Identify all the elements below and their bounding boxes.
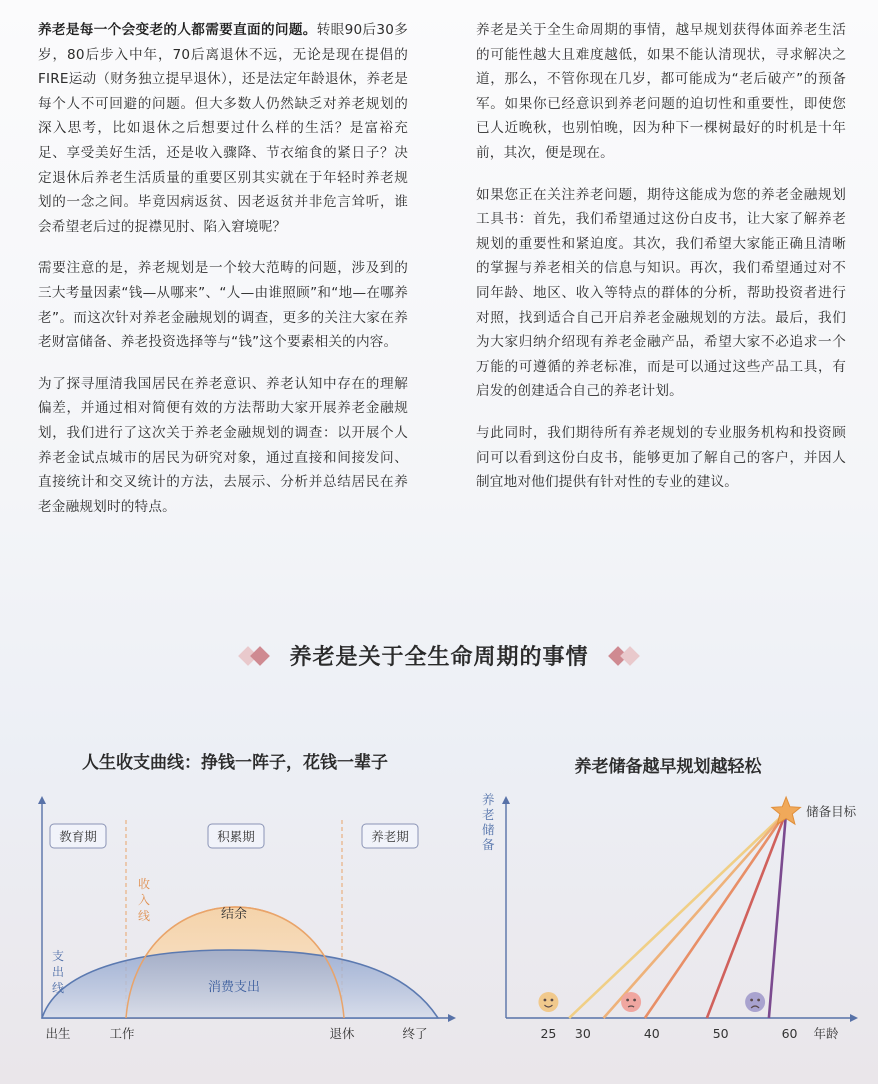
planning-line-50 bbox=[707, 812, 786, 1018]
left-paragraph-3: 为了探寻厘清我国居民在养老意识、养老认知中存在的理解偏差，并通过相对简便有效的方法帮助大家开展养老金融规划，我们进行了这次关于养老金融规划的调查：以开展个人养老金试点城市的居民为研究对象，通过直接和间接发问、直接统计和交叉统计的方法，去展示、分析并总结居民在养老金融规划时的特点。 bbox=[38, 375, 408, 515]
x-tick-30: 30 bbox=[574, 1026, 591, 1041]
early-planning-chart bbox=[474, 790, 864, 1050]
target-label: 储备目标 bbox=[806, 804, 857, 819]
x-label-retire: 退休 bbox=[329, 1026, 355, 1041]
y-axis-arrow-icon bbox=[38, 796, 46, 804]
diamond-decoration-icon bbox=[235, 645, 275, 667]
left-paragraph-1 bbox=[38, 18, 408, 239]
face-worried-icon bbox=[621, 992, 641, 1012]
planning-line-60 bbox=[769, 812, 786, 1018]
right-paragraph-1: 养老是关于全生命周期的事情，越早规划获得体面养老生活的可能性越大且难度越低，如果不能认清现状，寻求解决之道，那么，不管你现在几岁，都可能成为“老后破产”的预备军。如果你已经意识到养老问题的迫切性和重要性，即使您已人近晚秋，也别怕晚，因为种下一棵树最好的时机是十年前，其次，便是现在。 bbox=[476, 22, 846, 161]
expense-line-label: 支出线 bbox=[52, 949, 65, 995]
face-sad-icon bbox=[745, 992, 765, 1012]
x-label-end: 终了 bbox=[402, 1026, 428, 1041]
surplus-annotation: 结余 bbox=[220, 907, 248, 922]
face-happy-icon bbox=[538, 992, 558, 1012]
diamond-decoration-icon bbox=[603, 645, 643, 667]
life-cashflow-chart bbox=[20, 790, 460, 1050]
phase-label-retirement: 养老期 bbox=[371, 829, 409, 844]
x-axis-label: 年龄 bbox=[813, 1026, 839, 1041]
planning-line-25 bbox=[569, 812, 786, 1018]
right-paragraph-2: 如果您正在关注养老问题，期待这能成为您的养老金融规划工具书：首先，我们希望通过这份白皮书，让大家了解养老规划的重要性和紧迫度。其次，我们希望大家能正确且清晰的掌握与养老相关的信息与知识。再次，我们希望通过对不同年龄、地区、收入等特点的群体的分析，帮助投资者进行对照，找到适合自己开启养老金融规划的方法。最后，我们为大家归纳介绍现有养老金融产品，希望大家不必追求一个万能的可遵循的养老标准，而是可以通过这些产品工具，有启发的创建适合自己的养老计划。 bbox=[476, 186, 846, 400]
left-paragraph-1-body: 转眼90后30多岁，80后步入中年，70后离退休不远，无论是现在提倡的FIRE运动（财务独立提早退休），还是法定年龄退休，养老是每个人不可回避的问题。但大多数人仍然缺乏对养老规划的深入思考，比如退休之后想要过什么样的生活？是富裕充足、享受美好生活，还是收入骤降、节衣缩食的紧日子？决定退休后养老生活质量的重要区别其实就在于年轻时养老规划的一念之间。毕竟因病返贫、因老返贫并非危言耸听，谁会希望老后过的捉襟见肘、陷入窘境呢？ bbox=[38, 22, 408, 235]
section-title bbox=[0, 640, 878, 671]
x-tick-50: 50 bbox=[712, 1026, 729, 1041]
x-label-work: 工作 bbox=[109, 1026, 135, 1041]
planning-line-40 bbox=[645, 812, 786, 1018]
x-tick-40: 40 bbox=[643, 1026, 660, 1041]
phase-label-accumulation: 积累期 bbox=[217, 829, 255, 844]
phase-label-education: 教育期 bbox=[59, 829, 97, 844]
x-label-birth: 出生 bbox=[45, 1026, 71, 1041]
consumption-annotation: 消费支出 bbox=[207, 980, 261, 995]
x-tick-25: 25 bbox=[540, 1026, 557, 1041]
left-paragraph-1-lead: 养老是每一个会变老的人都需要直面的问题。 bbox=[38, 22, 317, 38]
life-cashflow-chart-title: 人生收支曲线：挣钱一阵子，花钱一辈子 bbox=[82, 753, 388, 773]
x-axis-arrow-icon bbox=[850, 1014, 858, 1022]
planning-line-30 bbox=[604, 812, 787, 1018]
right-text-column bbox=[476, 18, 846, 512]
left-text-column bbox=[38, 18, 408, 536]
left-paragraph-2: 需要注意的是，养老规划是一个较大范畴的问题，涉及到的三大考量因素“钱—从哪来”、“人—由谁照顾”和“地—在哪养老”。而这次针对养老金融规划的调查，更多的关注大家在养老财富储备、养老投资选择等与“钱”这个要素相关的内容。 bbox=[38, 260, 408, 351]
early-planning-chart-title: 养老储备越早规划越轻松 bbox=[574, 757, 762, 777]
y-axis-label: 养老储备 bbox=[482, 792, 495, 852]
section-title-text: 养老是关于全生命周期的事情 bbox=[289, 645, 589, 670]
y-axis-arrow-icon bbox=[502, 796, 510, 804]
right-paragraph-3: 与此同时，我们期待所有养老规划的专业服务机构和投资顾问可以看到这份白皮书，能够更加了解自己的客户，并因人制宜地对他们提供有针对性的专业的建议。 bbox=[476, 424, 846, 491]
x-tick-60: 60 bbox=[781, 1026, 798, 1041]
income-line-label: 收入线 bbox=[138, 877, 151, 923]
x-axis-arrow-icon bbox=[448, 1014, 456, 1022]
